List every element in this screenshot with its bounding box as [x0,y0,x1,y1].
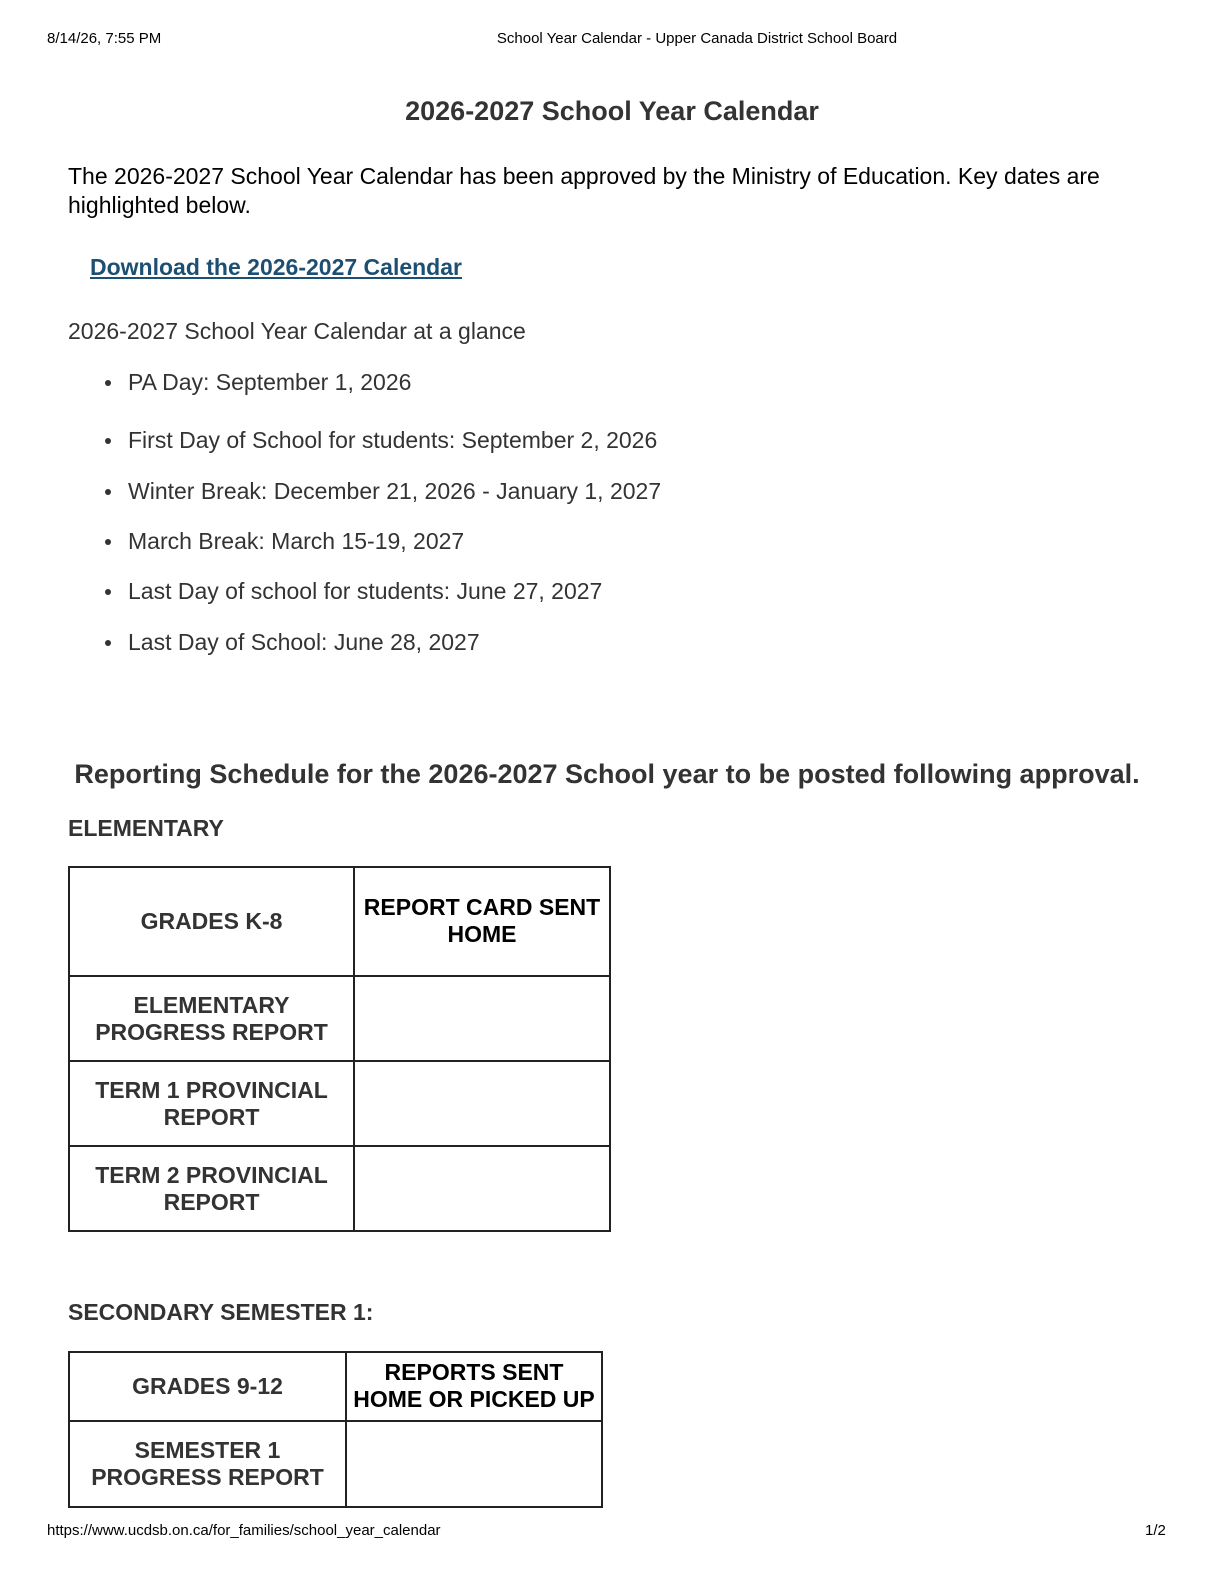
table-row [69,1146,610,1231]
key-date-item: First Day of School for students: September 2, 2026 [128,427,658,453]
glance-heading: 2026-2027 School Year Calendar at a glance [68,318,526,344]
key-date-item: PA Day: September 1, 2026 [128,369,412,395]
table-cell [354,976,610,1061]
elementary-label: ELEMENTARY [68,815,224,841]
table-cell: SEMESTER 1 PROGRESS REPORT [69,1421,346,1507]
download-calendar-link[interactable]: Download the 2026-2027 Calendar [90,254,462,280]
table-cell: TERM 2 PROVINCIAL REPORT [69,1146,354,1231]
table-cell: TERM 1 PROVINCIAL REPORT [69,1061,354,1146]
page-title: 2026-2027 School Year Calendar [405,96,819,126]
intro-paragraph: The 2026-2027 School Year Calendar has been approved by the Ministry of Education. Key dates are highlighted below. [68,163,1100,218]
print-page-title: School Year Calendar - Upper Canada District School Board [496,30,898,47]
table-cell [354,1061,610,1146]
table-row [69,1421,602,1507]
table-cell: ELEMENTARY PROGRESS REPORT [69,976,354,1061]
reporting-schedule-heading: Reporting Schedule for the 2026-2027 School year to be posted following approval. [74,759,1140,789]
table-cell [346,1421,602,1507]
table-header-row [69,1352,602,1421]
elementary-report-table [68,866,611,1232]
table-row [69,1061,610,1146]
table-header-cell: GRADES 9-12 [69,1352,346,1421]
table-row [69,976,610,1061]
table-header-cell: GRADES K-8 [69,867,354,976]
key-date-item: Last Day of School: June 28, 2027 [128,629,480,655]
secondary-report-table [68,1351,603,1508]
secondary-semester-1-label: SECONDARY SEMESTER 1: [68,1299,374,1325]
page-number: 1/2 [1145,1522,1166,1539]
key-date-item: Last Day of school for students: June 27, 2027 [128,578,603,604]
table-header-cell: REPORTS SENT HOME OR PICKED UP [346,1352,602,1421]
print-url: https://www.ucdsb.on.ca/for_families/school_year_calendar [47,1522,441,1539]
table-header-cell: REPORT CARD SENT HOME [354,867,610,976]
table-cell [354,1146,610,1231]
print-timestamp: 8/14/26, 7:55 PM [47,30,162,47]
print-header [0,30,1224,50]
key-date-item: March Break: March 15-19, 2027 [128,528,465,554]
key-date-item: Winter Break: December 21, 2026 - January 1, 2027 [128,478,662,504]
table-header-row [69,867,610,976]
